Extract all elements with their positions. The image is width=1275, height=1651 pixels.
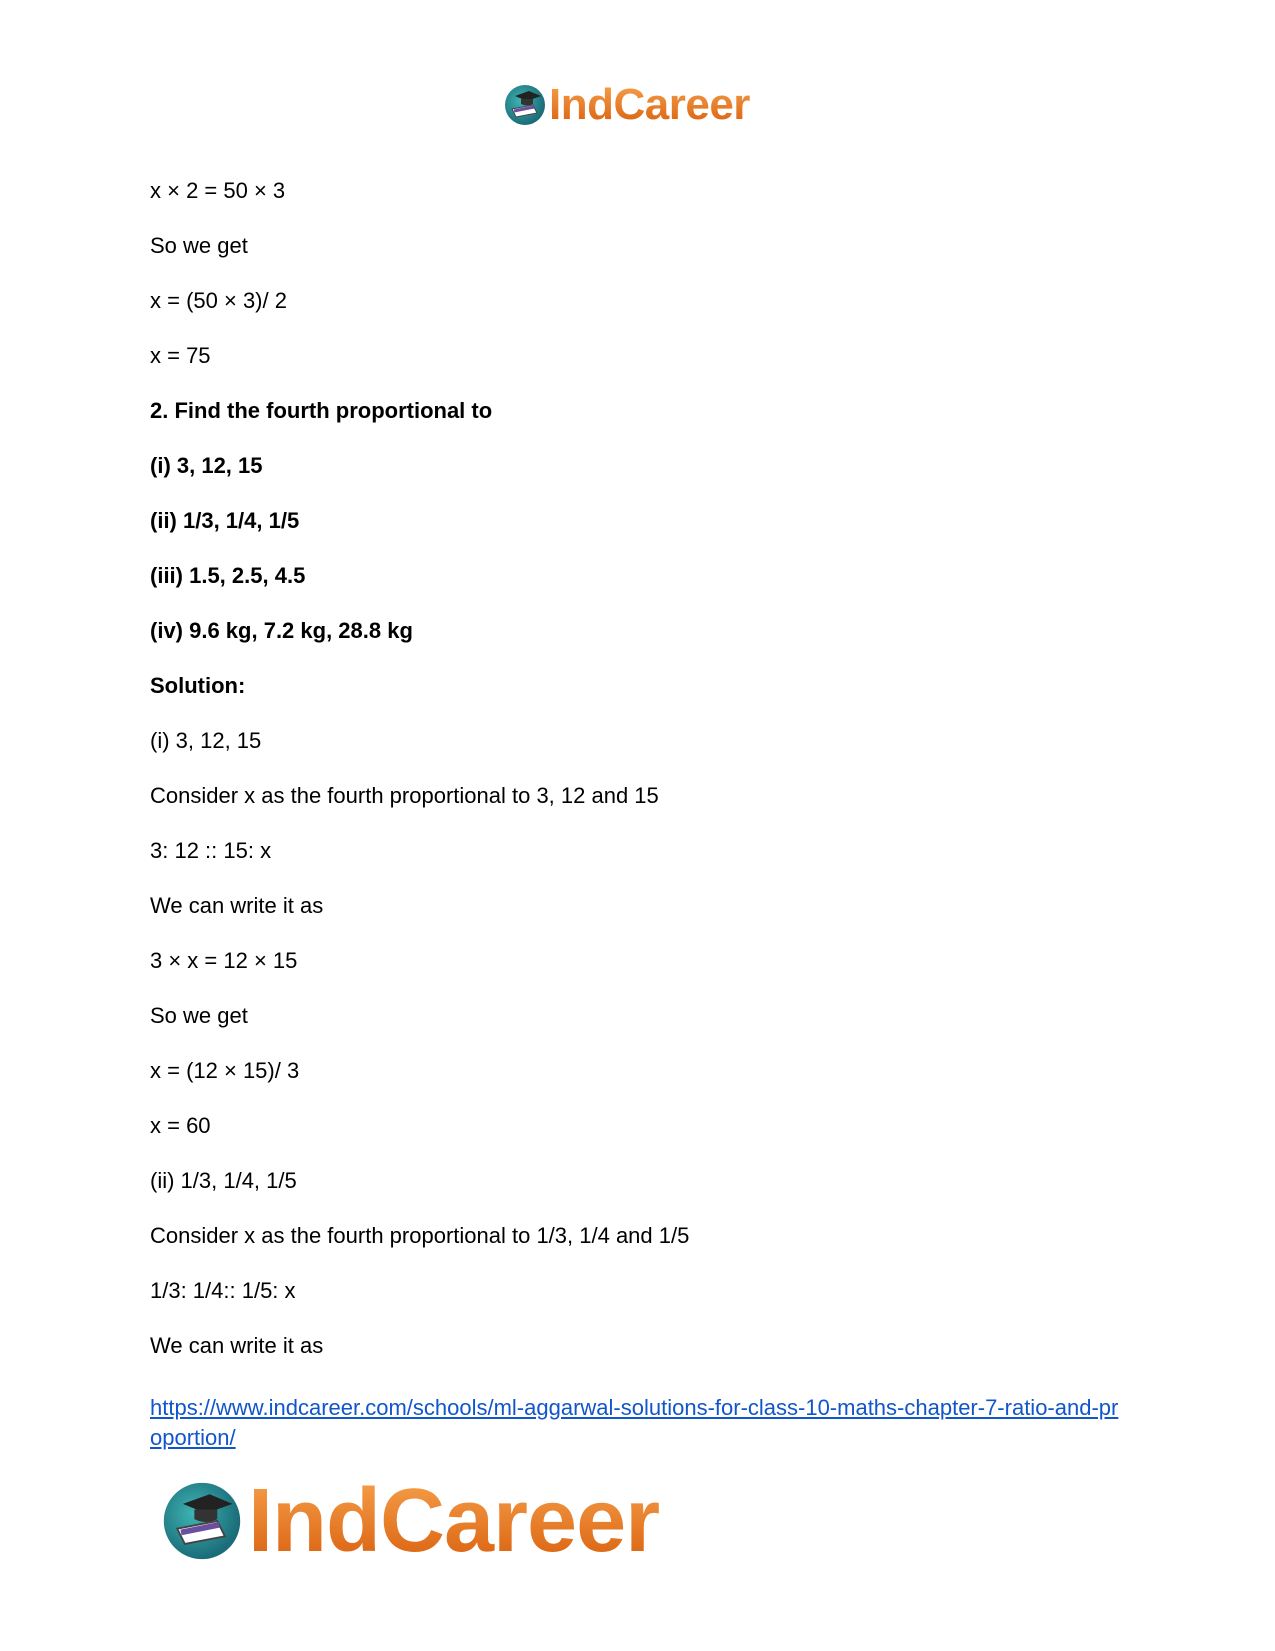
- source-link[interactable]: https://www.indcareer.com/schools/ml-aggarwal-solutions-for-class-10-maths-chapter-7-ratio-and-proportion/: [150, 1395, 1119, 1450]
- question-part: (iv) 9.6 kg, 7.2 kg, 28.8 kg: [150, 618, 413, 643]
- question-part: (ii) 1/3, 1/4, 1/5: [150, 508, 300, 533]
- document-body: [150, 178, 1130, 1388]
- text-line: Consider x as the fourth proportional to 3, 12 and 15: [150, 783, 659, 808]
- text-line: 3: 12 :: 15: x: [150, 838, 272, 863]
- text-line: x = 60: [150, 1113, 211, 1138]
- text-line: So we get: [150, 233, 248, 258]
- graduation-cap-book-icon: [160, 1479, 244, 1563]
- question-heading: 2. Find the fourth proportional to: [150, 398, 493, 423]
- text-line: 3 × x = 12 × 15: [150, 948, 298, 973]
- text-line: We can write it as: [150, 1333, 324, 1358]
- text-line: (ii) 1/3, 1/4, 1/5: [150, 1168, 297, 1193]
- text-line: x × 2 = 50 × 3: [150, 178, 286, 203]
- text-line: Consider x as the fourth proportional to 1/3, 1/4 and 1/5: [150, 1223, 690, 1248]
- text-line: x = 75: [150, 343, 211, 368]
- text-line: So we get: [150, 1003, 248, 1028]
- text-line: We can write it as: [150, 893, 324, 918]
- graduation-cap-book-icon: [503, 83, 547, 127]
- footer-logo: [160, 1467, 659, 1575]
- solution-heading: Solution:: [150, 673, 246, 698]
- question-part: (i) 3, 12, 15: [150, 453, 263, 478]
- brand-name: IndCareer: [248, 1471, 660, 1571]
- text-line: x = (12 × 15)/ 3: [150, 1058, 300, 1083]
- text-line: 1/3: 1/4:: 1/5: x: [150, 1278, 296, 1303]
- question-part: (iii) 1.5, 2.5, 4.5: [150, 563, 306, 588]
- brand-name: IndCareer: [549, 80, 750, 129]
- text-line: x = (50 × 3)/ 2: [150, 288, 287, 313]
- header-logo: [503, 78, 750, 132]
- text-line: (i) 3, 12, 15: [150, 728, 262, 753]
